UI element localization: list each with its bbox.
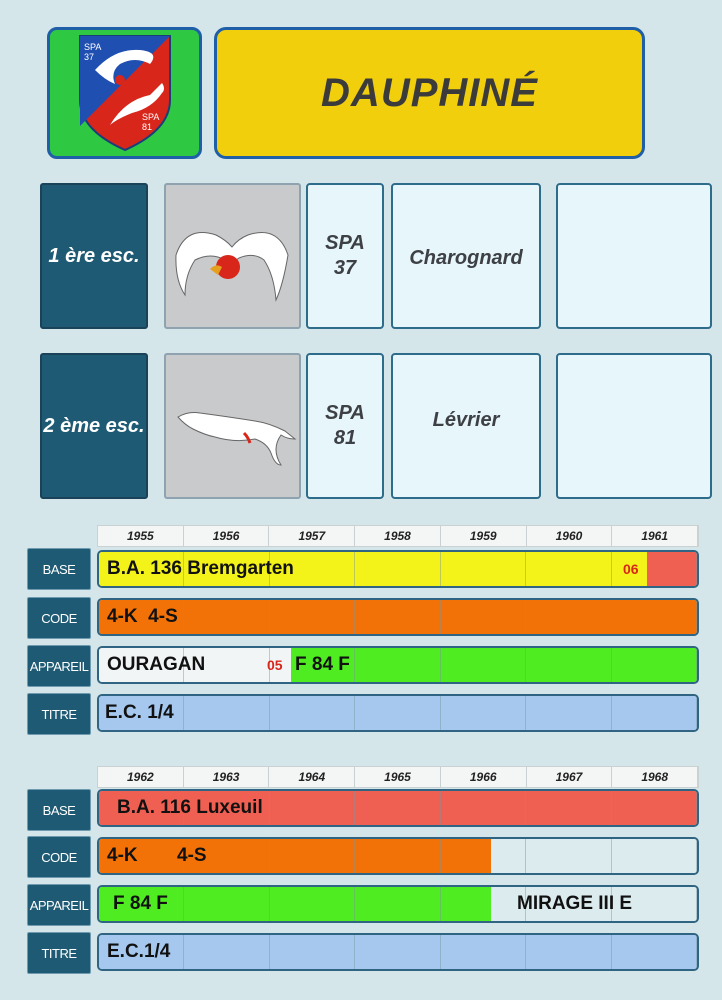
year-label: 1962 bbox=[98, 767, 184, 787]
row-label-appareil: APPAREIL bbox=[27, 645, 91, 687]
squadron-1-spa: SPA 37 bbox=[306, 183, 384, 329]
appareil-text-b: MIRAGE III E bbox=[517, 893, 633, 914]
code-segment bbox=[99, 600, 697, 634]
year-label: 1955 bbox=[98, 526, 184, 546]
title-banner bbox=[214, 27, 645, 159]
squadron-2-label: 2 ème esc. bbox=[40, 353, 148, 499]
change-marker: 06 bbox=[623, 561, 639, 577]
row-label-base: BASE bbox=[27, 548, 91, 590]
base-text: B.A. 136 Bremgarten bbox=[107, 558, 294, 579]
base-segment-next bbox=[647, 552, 697, 586]
year-label: 1959 bbox=[441, 526, 527, 546]
row-label-titre: TITRE bbox=[27, 693, 91, 735]
timeline-2-appareil-bar bbox=[97, 885, 699, 923]
year-label: 1965 bbox=[355, 767, 441, 787]
squadron-1-extra bbox=[556, 183, 712, 329]
appareil-text-b: F 84 F bbox=[295, 654, 350, 675]
appareil-text-a: F 84 F bbox=[113, 893, 168, 914]
titre-segment bbox=[99, 935, 697, 969]
base-text: B.A. 116 Luxeuil bbox=[117, 797, 263, 818]
code-segment bbox=[99, 839, 491, 873]
appareil-text-a: OURAGAN bbox=[107, 654, 206, 675]
row-label-base: BASE bbox=[27, 789, 91, 831]
crest-top-label: SPA 37 bbox=[84, 42, 102, 62]
squadron-2-emblem bbox=[164, 353, 301, 499]
year-label: 1967 bbox=[527, 767, 613, 787]
timeline-2-titre-bar bbox=[97, 933, 699, 971]
timeline-1-code-bar bbox=[97, 598, 699, 636]
code-text-a: 4-K bbox=[107, 845, 138, 866]
code-segment-empty bbox=[491, 839, 697, 873]
year-label: 1963 bbox=[184, 767, 270, 787]
vulture-icon bbox=[166, 185, 299, 327]
timeline-1-years bbox=[97, 525, 699, 547]
crest-shield-icon bbox=[50, 30, 199, 156]
row-label-code: CODE bbox=[27, 597, 91, 639]
timeline-1-appareil-bar bbox=[97, 646, 699, 684]
crest-bottom-label: SPA 81 bbox=[142, 112, 160, 132]
squadron-2-spa: SPA 81 bbox=[306, 353, 384, 499]
page-title: DAUPHINÉ bbox=[321, 70, 538, 115]
row-label-appareil: APPAREIL bbox=[27, 884, 91, 926]
titre-text: E.C. 1/4 bbox=[105, 702, 174, 723]
code-text-b: 4-S bbox=[177, 845, 207, 866]
timeline-2-base-bar bbox=[97, 789, 699, 827]
year-label: 1964 bbox=[269, 767, 355, 787]
year-label: 1957 bbox=[269, 526, 355, 546]
change-marker: 05 bbox=[267, 657, 283, 673]
timeline-2-code-bar bbox=[97, 837, 699, 875]
squadron-1-label: 1 ère esc. bbox=[40, 183, 148, 329]
year-label: 1958 bbox=[355, 526, 441, 546]
code-text: 4-K 4-S bbox=[107, 606, 178, 627]
squadron-1-emblem-name: Charognard bbox=[391, 183, 541, 329]
squadron-1-emblem bbox=[164, 183, 301, 329]
greyhound-icon bbox=[166, 355, 299, 497]
squadron-2-emblem-name: Lévrier bbox=[391, 353, 541, 499]
timeline-1-base-bar bbox=[97, 550, 699, 588]
appareil-segment-b bbox=[291, 648, 697, 682]
year-label: 1968 bbox=[612, 767, 698, 787]
row-label-titre: TITRE bbox=[27, 932, 91, 974]
year-label: 1966 bbox=[441, 767, 527, 787]
squadron-2-extra bbox=[556, 353, 712, 499]
squadron-crest bbox=[47, 27, 202, 159]
year-label: 1956 bbox=[184, 526, 270, 546]
row-label-code: CODE bbox=[27, 836, 91, 878]
year-label: 1961 bbox=[612, 526, 698, 546]
year-label: 1960 bbox=[527, 526, 613, 546]
titre-segment bbox=[99, 696, 697, 730]
titre-text: E.C.1/4 bbox=[107, 941, 171, 962]
timeline-1-titre-bar bbox=[97, 694, 699, 732]
timeline-2-years bbox=[97, 766, 699, 788]
